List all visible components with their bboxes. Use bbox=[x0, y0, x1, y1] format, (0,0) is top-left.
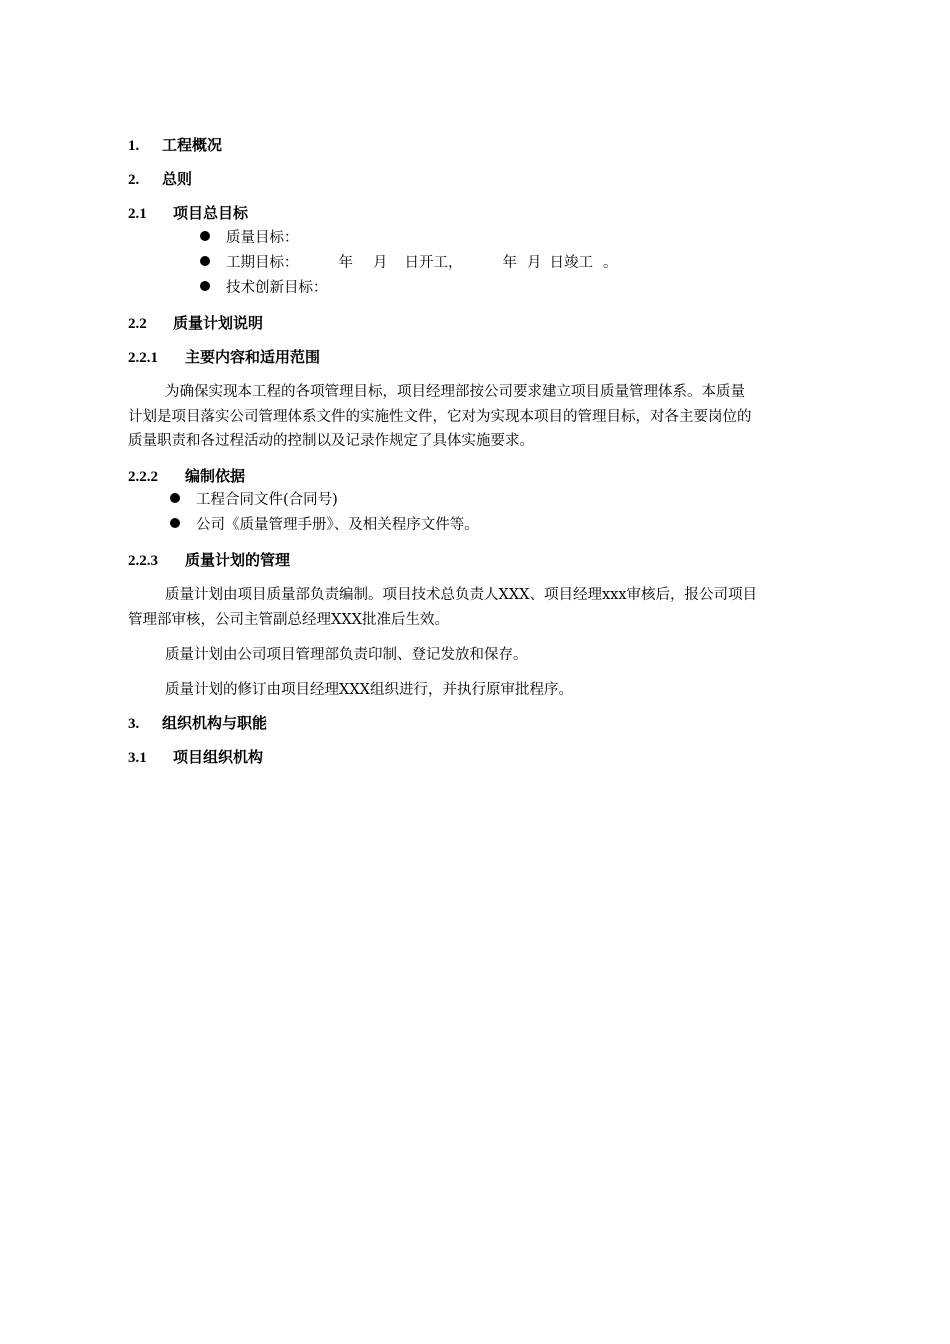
heading-title: 组织机构与职能 bbox=[162, 714, 268, 732]
paragraph-line: 质量计划的修订由项目经理XXX组织进行，并执行原审批程序。 bbox=[165, 682, 573, 698]
heading-main-content-scope bbox=[128, 347, 320, 368]
bullet-icon bbox=[170, 493, 180, 503]
paragraph-line: 质量计划由项目质量部负责编制。项目技术总负责人XXX、项目经理xxx审核后，报公司项目 bbox=[165, 587, 757, 603]
schedule-start: 日开工， bbox=[404, 255, 463, 271]
bullet-icon bbox=[170, 518, 180, 528]
heading-compilation-basis bbox=[128, 466, 245, 487]
heading-title: 质量计划说明 bbox=[173, 314, 264, 332]
heading-project-overview bbox=[128, 135, 222, 156]
paragraph-line: 为确保实现本工程的各项管理目标，项目经理部按公司要求建立项目质量管理体系。本质量 bbox=[165, 384, 745, 400]
list-item-contract-docs bbox=[170, 490, 338, 510]
paragraph-plan-printing bbox=[128, 643, 850, 668]
heading-title: 质量计划的管理 bbox=[185, 551, 291, 569]
schedule-year-2: 年 bbox=[502, 255, 517, 271]
heading-number: 3.1 bbox=[128, 750, 147, 766]
list-item-schedule-goal bbox=[200, 253, 618, 273]
heading-number: 2. bbox=[128, 172, 140, 188]
heading-quality-plan-description bbox=[128, 313, 263, 334]
bullet-icon bbox=[200, 281, 210, 291]
heading-number: 2.2.1 bbox=[128, 350, 158, 366]
bullet-icon bbox=[200, 256, 210, 266]
paragraph-plan-revision bbox=[128, 678, 850, 703]
schedule-end: 日竣工 bbox=[549, 255, 593, 271]
list-item-text: 公司《质量管理手册》、及相关程序文件等。 bbox=[196, 517, 479, 533]
paragraph-line: 计划是项目落实公司管理体系文件的实施性文件，它对为实现本项目的管理目标，对各主要岗位的 bbox=[128, 408, 752, 425]
heading-project-organization bbox=[128, 747, 263, 768]
heading-general-rules bbox=[128, 169, 192, 190]
list-item-text: 质量目标： bbox=[226, 230, 299, 246]
heading-project-goals bbox=[128, 203, 248, 224]
heading-title: 主要内容和适用范围 bbox=[185, 348, 321, 366]
list-item-innovation-goal bbox=[200, 278, 328, 298]
heading-number: 2.1 bbox=[128, 206, 147, 222]
heading-organization-functions bbox=[128, 713, 267, 734]
list-item-quality-manual bbox=[170, 515, 479, 535]
heading-title: 项目总目标 bbox=[173, 204, 249, 222]
heading-number: 2.2.3 bbox=[128, 553, 158, 569]
schedule-month-1: 月 bbox=[373, 255, 388, 271]
list-item-quality-goal bbox=[200, 228, 299, 248]
list-item-text: 工程合同文件(合同号) bbox=[196, 492, 338, 508]
schedule-month-2: 月 bbox=[527, 255, 542, 271]
heading-number: 3. bbox=[128, 716, 140, 732]
heading-title: 总则 bbox=[162, 170, 193, 188]
heading-number: 1. bbox=[128, 138, 140, 154]
paragraph-line: 质量职责和各过程活动的控制以及记录作规定了具体实施要求。 bbox=[128, 433, 534, 449]
schedule-year-1: 年 bbox=[338, 255, 353, 271]
paragraph-scope bbox=[128, 380, 850, 454]
list-item-text: 技术创新目标： bbox=[226, 280, 328, 296]
heading-title: 工程概况 bbox=[162, 136, 223, 154]
heading-number: 2.2.2 bbox=[128, 469, 158, 485]
schedule-label: 工期目标： bbox=[226, 255, 299, 271]
paragraph-line: 管理部审核，公司主管副总经理XXX批准后生效。 bbox=[128, 611, 449, 628]
heading-title: 编制依据 bbox=[185, 467, 246, 485]
schedule-period: 。 bbox=[603, 255, 618, 271]
heading-title: 项目组织机构 bbox=[173, 748, 264, 766]
paragraph-line: 质量计划由公司项目管理部负责印制、登记发放和保存。 bbox=[165, 647, 528, 663]
heading-number: 2.2 bbox=[128, 316, 147, 332]
bullet-icon bbox=[200, 231, 210, 241]
paragraph-plan-compilation bbox=[128, 583, 850, 632]
heading-plan-management bbox=[128, 550, 290, 571]
